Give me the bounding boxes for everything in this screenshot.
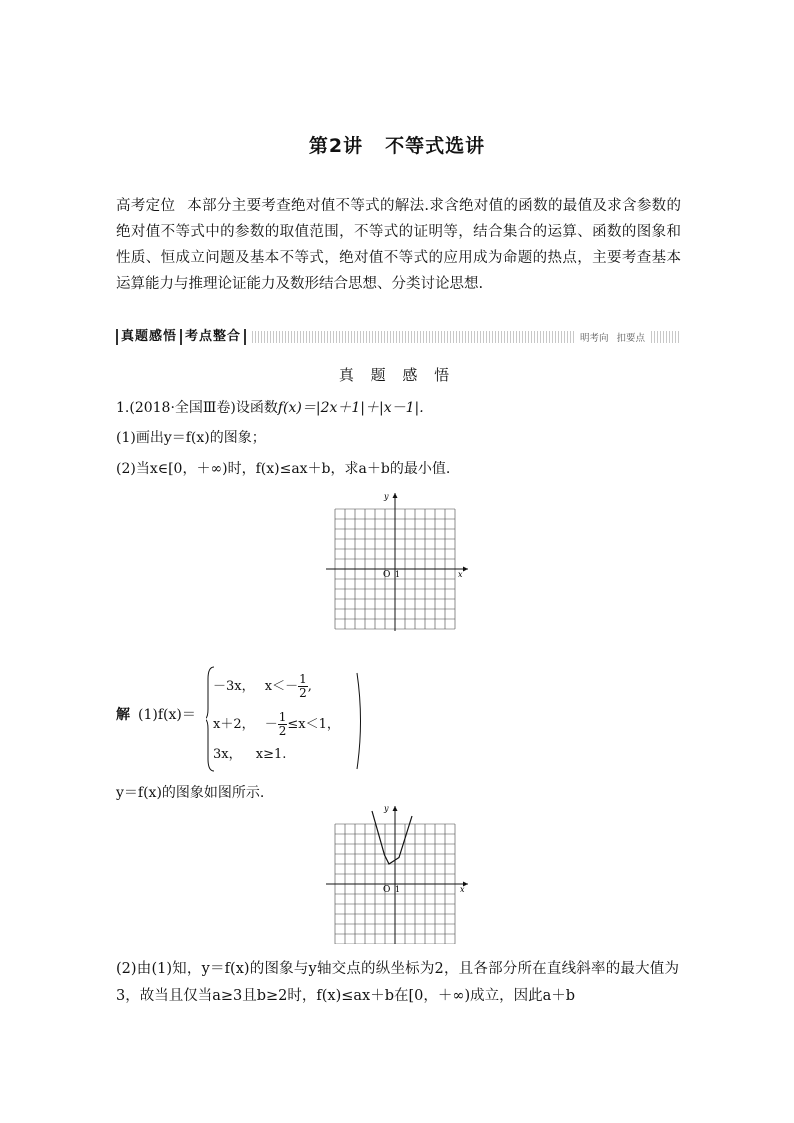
y-arrow <box>393 493 398 498</box>
case-3-expr: 3x， <box>213 747 242 762</box>
y-axis-label: y <box>384 492 389 501</box>
frac-num: 1 <box>299 672 307 686</box>
x-arrow <box>463 567 468 572</box>
problem-part-2: (2)当x∈[0，＋∞)时，f(x)≤ax＋b，求a＋b的最小值. <box>116 461 451 477</box>
banner-hint-1: 明考向 <box>576 330 613 344</box>
x-axis-label: x <box>458 570 463 579</box>
problem-part-1: (1)画出y＝f(x)的图象； <box>116 430 266 446</box>
exam-focus-paragraph <box>116 193 681 297</box>
fraction-half-1 <box>298 673 308 700</box>
unit-label: 1 <box>395 570 401 579</box>
banner-tag-zhenti: 真题感悟 <box>116 329 180 345</box>
case-1-expr: －3x， <box>213 679 255 694</box>
solution-func: (1)f(x)＝ <box>138 707 196 723</box>
section-banner <box>116 327 679 347</box>
case-1-cond: x＜－ <box>264 679 299 694</box>
problem-function: f(x)＝|2x＋1|＋|x－1|. <box>277 400 424 416</box>
grid-lines <box>326 493 468 631</box>
page-title <box>0 131 794 158</box>
blank-coordinate-grid <box>326 489 472 631</box>
problem-source: 1.(2018·全国Ⅲ卷)设函数 <box>116 400 278 416</box>
function-curve <box>372 811 412 864</box>
frac-num: 1 <box>278 710 287 724</box>
case-2 <box>213 711 340 738</box>
banner-hint-2: 扣要点 <box>612 330 649 344</box>
graph-note: y＝f(x)的图象如图所示. <box>116 785 265 801</box>
frac-den: 2 <box>278 724 287 738</box>
section-heading: 真 题 感 悟 <box>338 366 456 384</box>
banner-tag-kaodian: 考点整合 <box>180 329 246 345</box>
case-1: －3x， x＜－ $\frac{1}{2}$ , <box>213 672 312 700</box>
right-paren <box>354 671 366 771</box>
chapter-number: 第2讲 <box>308 135 364 157</box>
case-2-cond-post: ≤x＜1， <box>287 717 340 732</box>
frac-den: 2 <box>299 686 307 700</box>
case-3 <box>213 743 286 762</box>
case-2-cond-pre: － <box>264 717 278 732</box>
y-axis-label: y <box>384 804 389 813</box>
exam-focus-label: 高考定位 <box>116 198 176 214</box>
function-graph <box>326 802 472 944</box>
fraction-half-2 <box>278 711 288 738</box>
unit-label: 1 <box>395 885 401 894</box>
banner-hatch <box>252 331 679 343</box>
solution-piecewise <box>116 663 416 775</box>
solution-label: 解 <box>116 707 130 723</box>
case-3-cond: x≥1. <box>255 747 287 762</box>
origin-label: O <box>383 885 391 895</box>
grid-lines <box>326 806 468 944</box>
origin-label: O <box>383 570 391 580</box>
problem-stem <box>116 397 424 417</box>
x-axis-label: x <box>460 885 465 894</box>
solution-part-2: (2)由(1)知，y＝f(x)的图象与y轴交点的纵坐标为2，且各部分所在直线斜率的最大值为3，故当且仅当a≥3且b≥2时，f(x)≤ax＋b在[0，＋∞)成立，因此a＋b <box>116 961 679 1004</box>
y-arrow <box>393 806 398 811</box>
chapter-topic: 不等式选讲 <box>385 135 486 157</box>
exam-focus-text: 本部分主要考查绝对值不等式的解法.求含绝对值的函数的最值及求含参数的绝对值不等式中的参数的取值范围，不等式的证明等，结合集合的运算、函数的图象和性质、恒成立问题及基本不等式，绝对值不等式的应用成为命题的热点，主要考查基本运算能力与推理论证能力及数形结合思想、分类讨论思想. <box>116 198 682 292</box>
solution-intro <box>116 704 196 724</box>
case-2-expr: x＋2， <box>213 717 255 732</box>
